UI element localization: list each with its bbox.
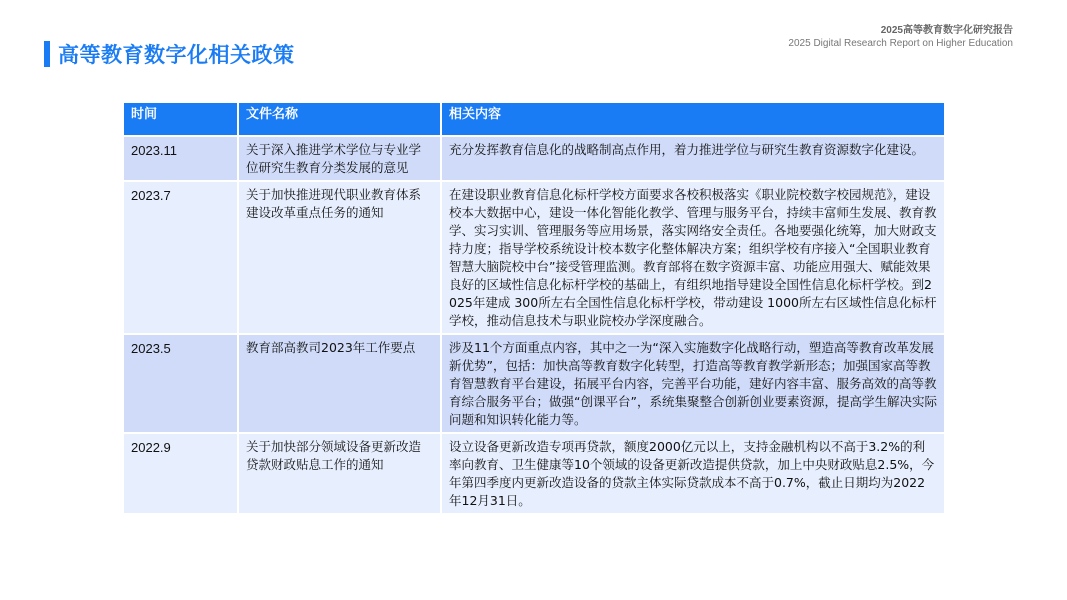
row-date: 2023.7 bbox=[123, 181, 238, 334]
table-row bbox=[123, 433, 945, 514]
header-content: 相关内容 bbox=[441, 102, 945, 136]
row-content: 充分发挥教育信息化的战略制高点作用，着力推进学位与研究生教育资源数字化建设。 bbox=[441, 136, 945, 181]
title-accent-bar bbox=[44, 41, 50, 67]
page-title: 高等教育数字化相关政策 bbox=[58, 43, 295, 67]
table-header-row bbox=[123, 102, 945, 136]
row-date: 2023.11 bbox=[123, 136, 238, 181]
row-content: 设立设备更新改造专项再贷款，额度2000亿元以上，支持金融机构以不高于3.2%的利率向教育、卫生健康等10个领域的设备更新改造提供贷款，加上中央财政贴息2.5%，今年第四季度内更新改造设备的贷款主体实际贷款成本不高于0.7%，截止日期均为2022年12月31日。 bbox=[441, 433, 945, 514]
table-row bbox=[123, 334, 945, 433]
row-document-name: 关于深入推进学术学位与专业学位研究生教育分类发展的意见 bbox=[238, 136, 441, 181]
table-row bbox=[123, 136, 945, 181]
row-document-name: 关于加快推进现代职业教育体系建设改革重点任务的通知 bbox=[238, 181, 441, 334]
header-document-name: 文件名称 bbox=[238, 102, 441, 136]
row-content: 涉及11个方面重点内容，其中之一为“深入实施数字化战略行动，塑造高等教育改革发展新优势”，包括：加快高等教育数字化转型，打造高等教育教学新形态；加强国家高等教育智慧教育平台建设，拓展平台内容，完善平台功能，建好内容丰富、服务高效的高等教育综合服务平台；做强“创课平台”，系统集聚整合创新创业要素资源，提高学生解决实际问题和知识转化能力等。 bbox=[441, 334, 945, 433]
row-date: 2023.5 bbox=[123, 334, 238, 433]
header-date: 时间 bbox=[123, 102, 238, 136]
row-content: 在建设职业教育信息化标杆学校方面要求各校积极落实《职业院校数字校园规范》，建设校本大数据中心，建设一体化智能化教学、管理与服务平台，持续丰富师生发展、教育教学、实习实训、管理服务等应用场景，落实网络安全责任。各地要强化统筹，加大财政支持力度；指导学校系统设计校本数字化整体解决方案；组织学校有序接入“全国职业教育智慧大脑院校中台”接受管理监测。教育部将在数字资源丰富、功能应用强大、赋能效果良好的区域性信息化标杆学校的基础上，有组织地指导建设全国性信息化标杆学校。到2025年建成 300所左右全国性信息化标杆学校，带动建设 1000所左右区域性信息化标杆学校，推动信息技术与职业院校办学深度融合。 bbox=[441, 181, 945, 334]
row-document-name: 关于加快部分领域设备更新改造贷款财政贴息工作的通知 bbox=[238, 433, 441, 514]
row-date: 2022.9 bbox=[123, 433, 238, 514]
table-row bbox=[123, 181, 945, 334]
report-title-en: 2025 Digital Research Report on Higher Education bbox=[788, 38, 1013, 49]
row-document-name: 教育部高教司2023年工作要点 bbox=[238, 334, 441, 433]
report-header bbox=[788, 24, 1013, 50]
report-title-cn: 2025高等教育数字化研究报告 bbox=[880, 25, 1013, 36]
policy-table bbox=[122, 101, 946, 515]
